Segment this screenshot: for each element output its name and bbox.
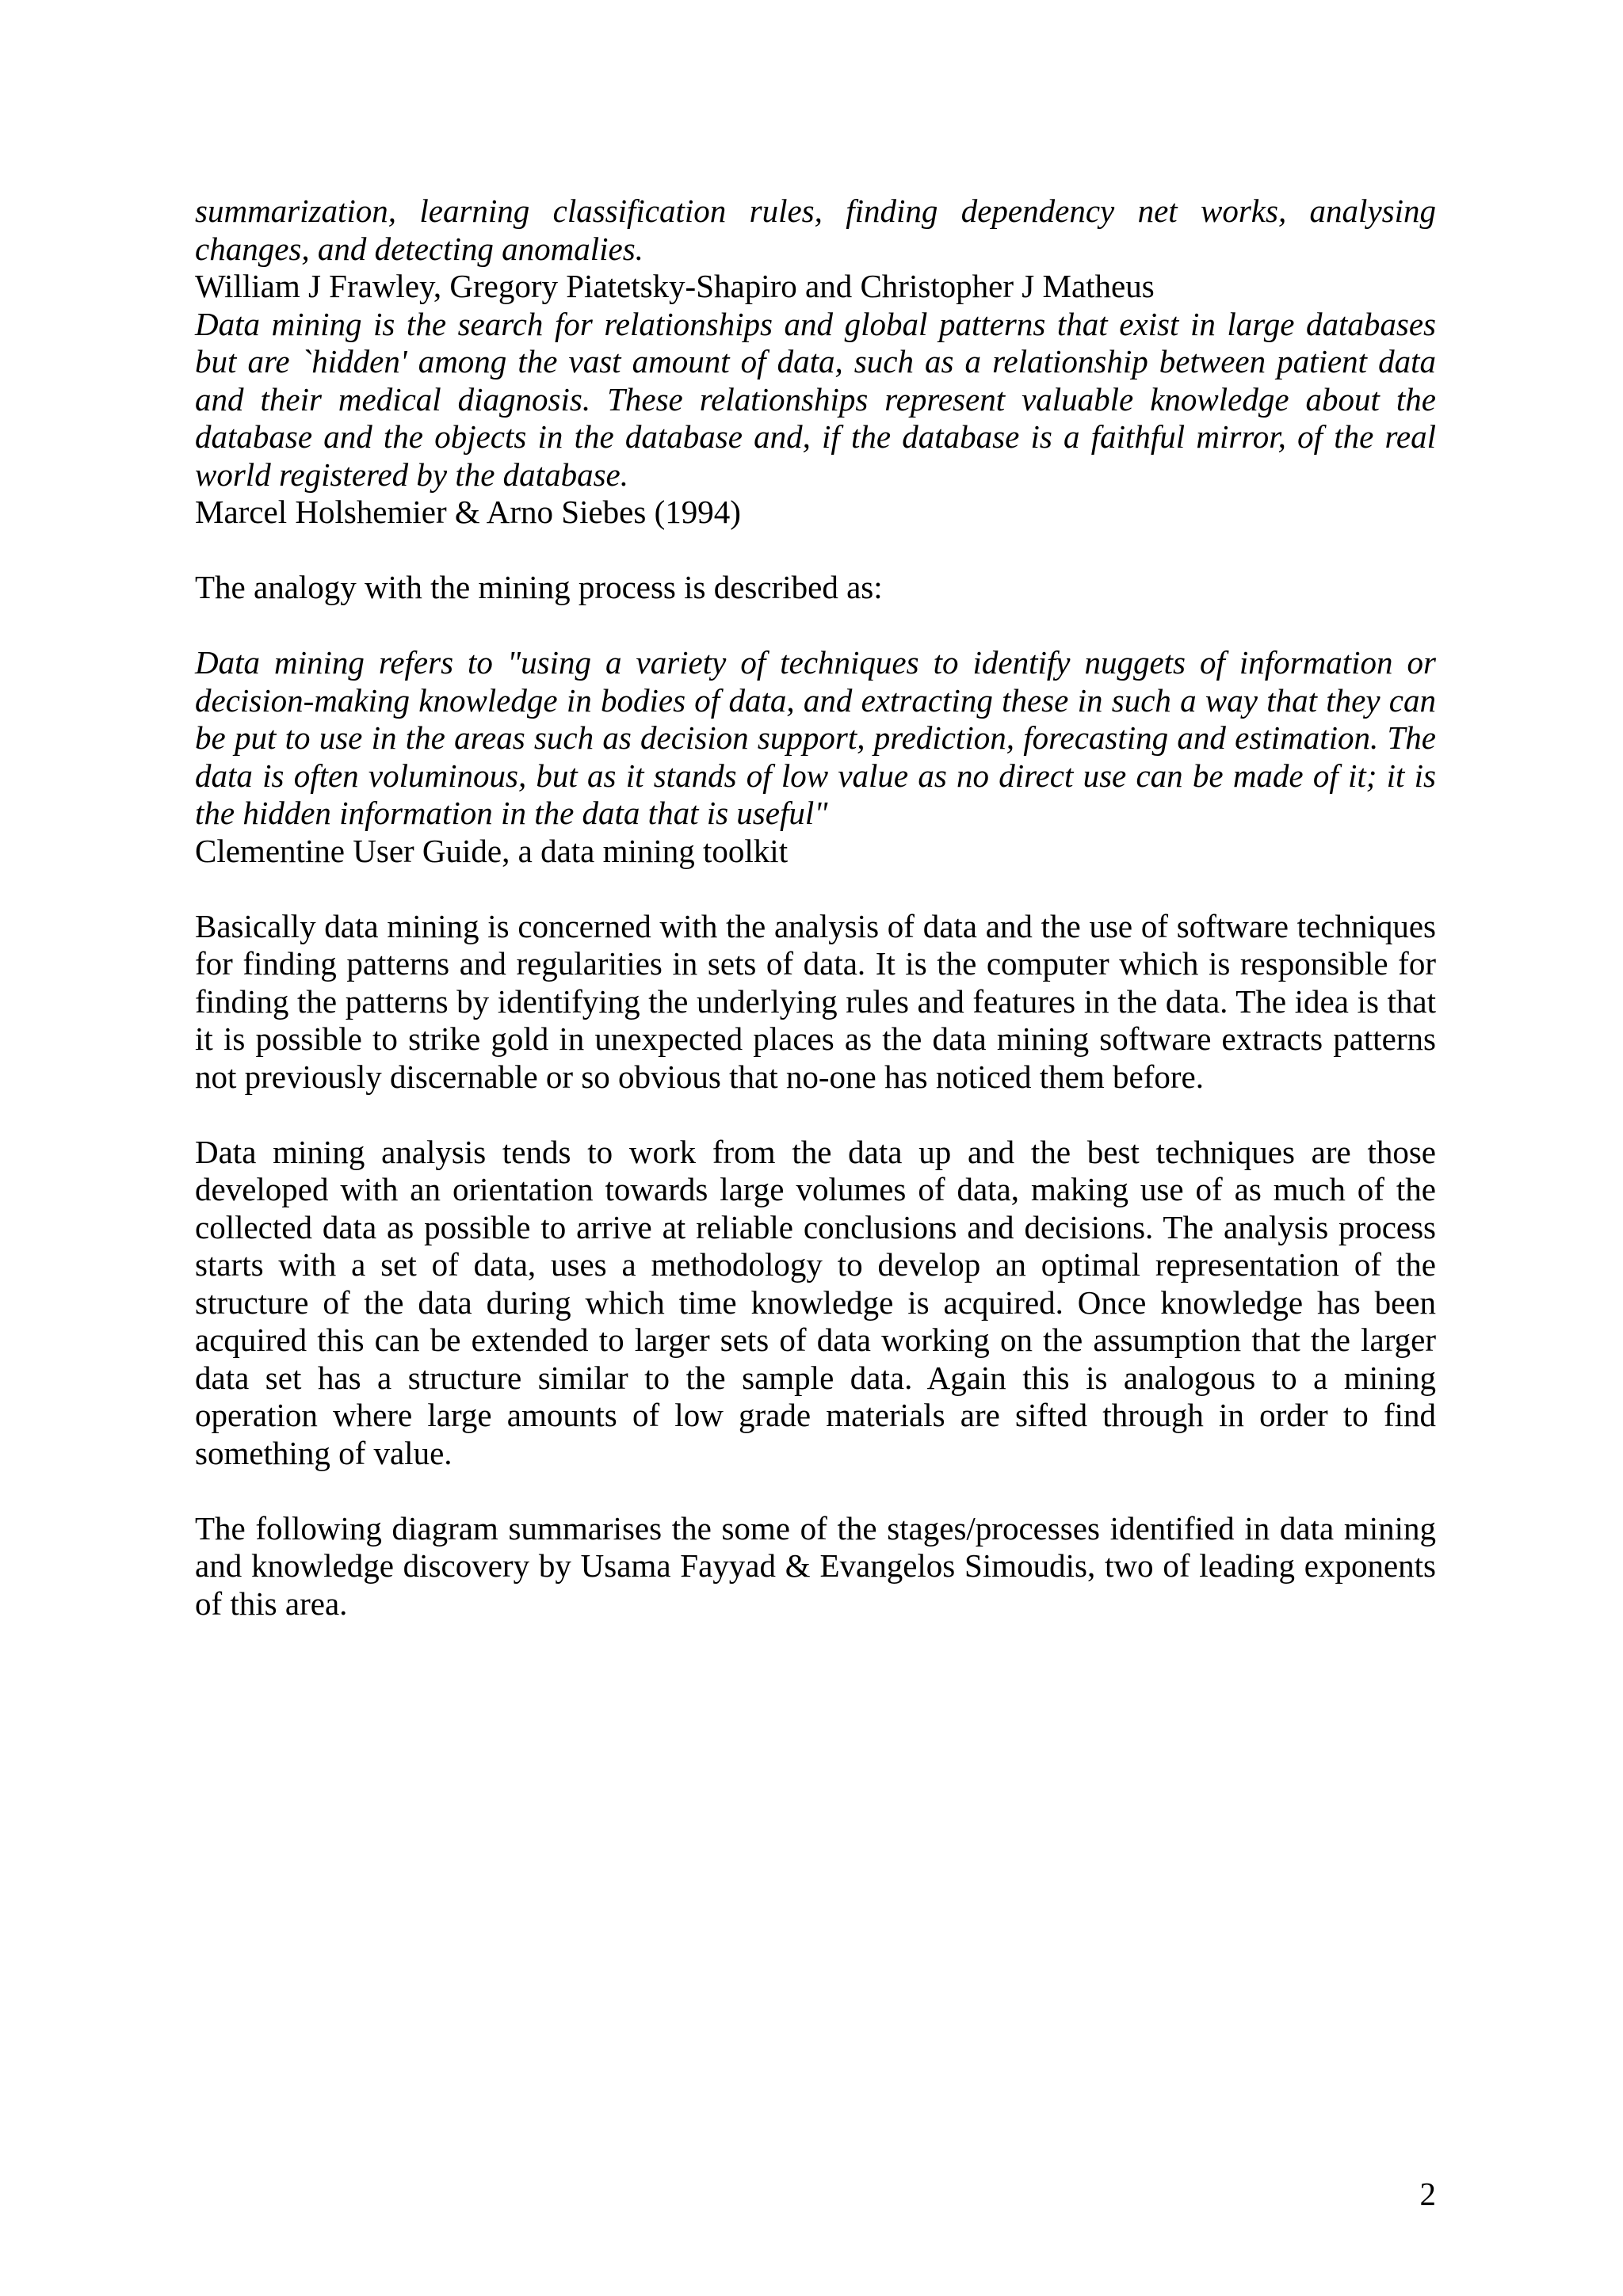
quote-attribution-frawley: William J Frawley, Gregory Piatetsky-Shapiro and Christopher J Matheus xyxy=(195,268,1155,304)
paragraph-analysis: Data mining analysis tends to work from the data up and the best techniques are those developed with an orientation towards large volumes of data, making use of as much of the collected data as possible to arrive at reliable conclusions and decisions. The analysis process starts with a set of data, uses a methodology to develop an optimal representation of the structure of the data during which time knowledge is acquired. Once knowledge has been acquired this can be extended to larger sets of data working on the assumption that the larger data set has a structure similar to the sample data. Again this is analogous to a mining operation where large amounts of low grade materials are sifted through in order to find something of value. xyxy=(195,1133,1436,1471)
analogy-intro: The analogy with the mining process is described as: xyxy=(195,569,883,605)
quote-continuation: summarization, learning classification rules, finding dependency net works, analysing changes, and detecting anomalies. xyxy=(195,193,1436,267)
paragraph-basically: Basically data mining is concerned with the analysis of data and the use of software techniques for finding patterns and regularities in sets of data. It is the computer which is responsible for finding the patterns by identifying the underlying rules and features in the data. The idea is that it is possible to strike gold in unexpected places as the data mining software extracts patterns not previously discernable or so obvious that no-one has noticed them before. xyxy=(195,907,1436,1095)
quote-holshemier: Data mining is the search for relationships and global patterns that exist in large databases but are `hidden' among the vast amount of data, such as a relationship between patient data and their medical diagnosis. These relationships represent valuable knowledge about the database and the objects in the database and, if the database is a faithful mirror, of the real world registered by the database. xyxy=(195,305,1436,493)
paragraph-diagram-intro: The following diagram summarises the some of the stages/processes identified in data mining and knowledge discovery by Usama Fayyad & Evangelos Simoudis, two of leading exponents of this area. xyxy=(195,1509,1436,1622)
page-content xyxy=(195,193,1436,1623)
quote-attribution-holshemier: Marcel Holshemier & Arno Siebes (1994) xyxy=(195,494,741,530)
page-number: 2 xyxy=(1419,2176,1436,2212)
quote-clementine: Data mining refers to "using a variety of techniques to identify nuggets of information or decision-making knowledge in bodies of data, and extracting these in such a way that they can be put to use in the areas such as decision support, prediction, forecasting and estimation. The data is often voluminous, but as it stands of low value as no direct use can be made of it; it is the hidden information in the data that is useful" xyxy=(195,644,1436,831)
quote-attribution-clementine: Clementine User Guide, a data mining toolkit xyxy=(195,832,789,869)
